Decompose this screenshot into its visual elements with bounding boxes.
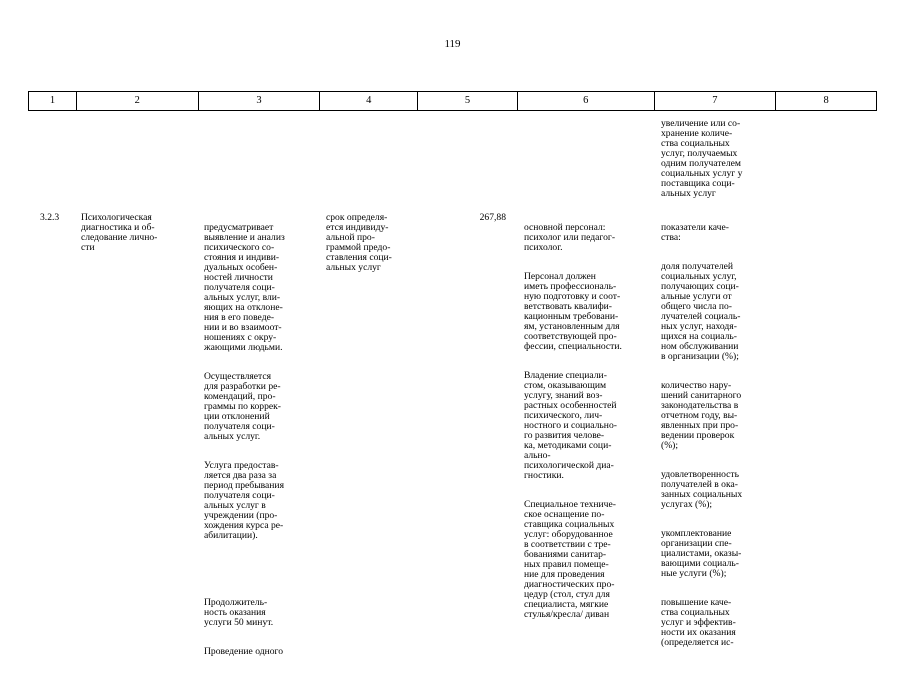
header-cell-2: 2 <box>77 92 199 110</box>
description-paragraph: Услуга предостав- ляется два раза за период пребывания получателя соци- альных услуг в учреждении (про- хождения курса ре- абилитации). <box>204 460 284 541</box>
table-header-row <box>28 91 877 111</box>
indicator-paragraph: доля получателей социальных услуг, получающих соци- альные услуги от общего числа по- лучателей социаль- ных услуг, находя- щихся на социаль- ном обслуживании в организации (%); <box>661 261 741 362</box>
row-number: 3.2.3 <box>40 212 60 223</box>
header-cell-7: 7 <box>655 92 777 110</box>
header-cell-4: 4 <box>320 92 418 110</box>
description-paragraph: Проведение одного <box>204 646 284 657</box>
indicator-paragraph: повышение каче- ства социальных услуг и эффектив- ности их оказания (определяется ис- <box>661 597 736 648</box>
continuation-paragraph: увеличение или со- хранение количе- ства социальных услуг, получаемых одним получателем социальных услуг у поставщика соци- альных услуг <box>661 118 743 199</box>
header-cell-6: 6 <box>518 92 655 110</box>
indicator-paragraph: укомплектование организации спе- циалистами, оказы- вающими социаль- ные услуги (%); <box>661 528 742 579</box>
page-number: 119 <box>444 38 461 50</box>
service-conditions <box>524 213 652 639</box>
description-paragraph: Осуществляется для разработки ре- комендаций, про- граммы по коррек- ции отклонений получателя соци- альных услуг. <box>204 371 281 442</box>
header-cell-8: 8 <box>823 95 829 106</box>
indicator-paragraph: удовлетворенность получателей в ока- занных социальных услугах (%); <box>661 469 743 510</box>
conditions-paragraph: Владение специали- стом, оказывающим услугу, знаний воз- растных особенностей психического, лич- ностного и социально- го развития челове- ка, методиками соци- ально- психологической диа- гностики. <box>524 370 617 481</box>
header-cell-1: 1 <box>29 92 77 110</box>
quality-indicators <box>661 213 776 667</box>
indicator-paragraph: показатели каче- ства: <box>661 222 729 243</box>
service-term: срок определя- ется индивиду- альной про- граммой предо- ставления соци- альных услуг <box>326 212 392 273</box>
header-cell-5: 5 <box>418 92 518 110</box>
header-cell-3: 3 <box>199 92 321 110</box>
conditions-paragraph: Персонал должен иметь профессиональ- ную подготовку и соот- ветствовать квалифи- кационным требовани- ям, установленным для соответствующей про- фессии, специальности. <box>524 271 622 352</box>
service-tariff: 267,88 <box>479 212 506 223</box>
description-paragraph: предусматривает выявление и анализ психического со- стояния и индиви- дуальных особен- ностей личности получателя соци- альных услуг, вли- яющих на отклоне- ния в его поведе- нии и во взаимоот- ношениях с окру- жающими людьми. <box>204 222 285 353</box>
service-description <box>204 213 318 676</box>
description-paragraph: Продолжитель- ность оказания услуги 50 минут. <box>204 597 274 628</box>
indicator-paragraph: количество нару- шений санитарного законодательства в отчетном году, вы- явленных при про- ведении проверок (%); <box>661 380 742 451</box>
continuation-indicator-text <box>661 119 776 208</box>
service-name: Психологическая диагностика и об- следование лично- сти <box>81 212 158 253</box>
conditions-paragraph: основной персонал: психолог или педагог- психолог. <box>524 222 616 253</box>
conditions-paragraph: Специальное техниче- ское оснащение по- ставщика социальных услуг: оборудованное в соответствии с тре- бованиями санитар- ных правил помеще- ние для проведения диагностических про- цедур (стол, стул для специалиста, мягкие стулья/кресла/ диван <box>524 499 616 620</box>
